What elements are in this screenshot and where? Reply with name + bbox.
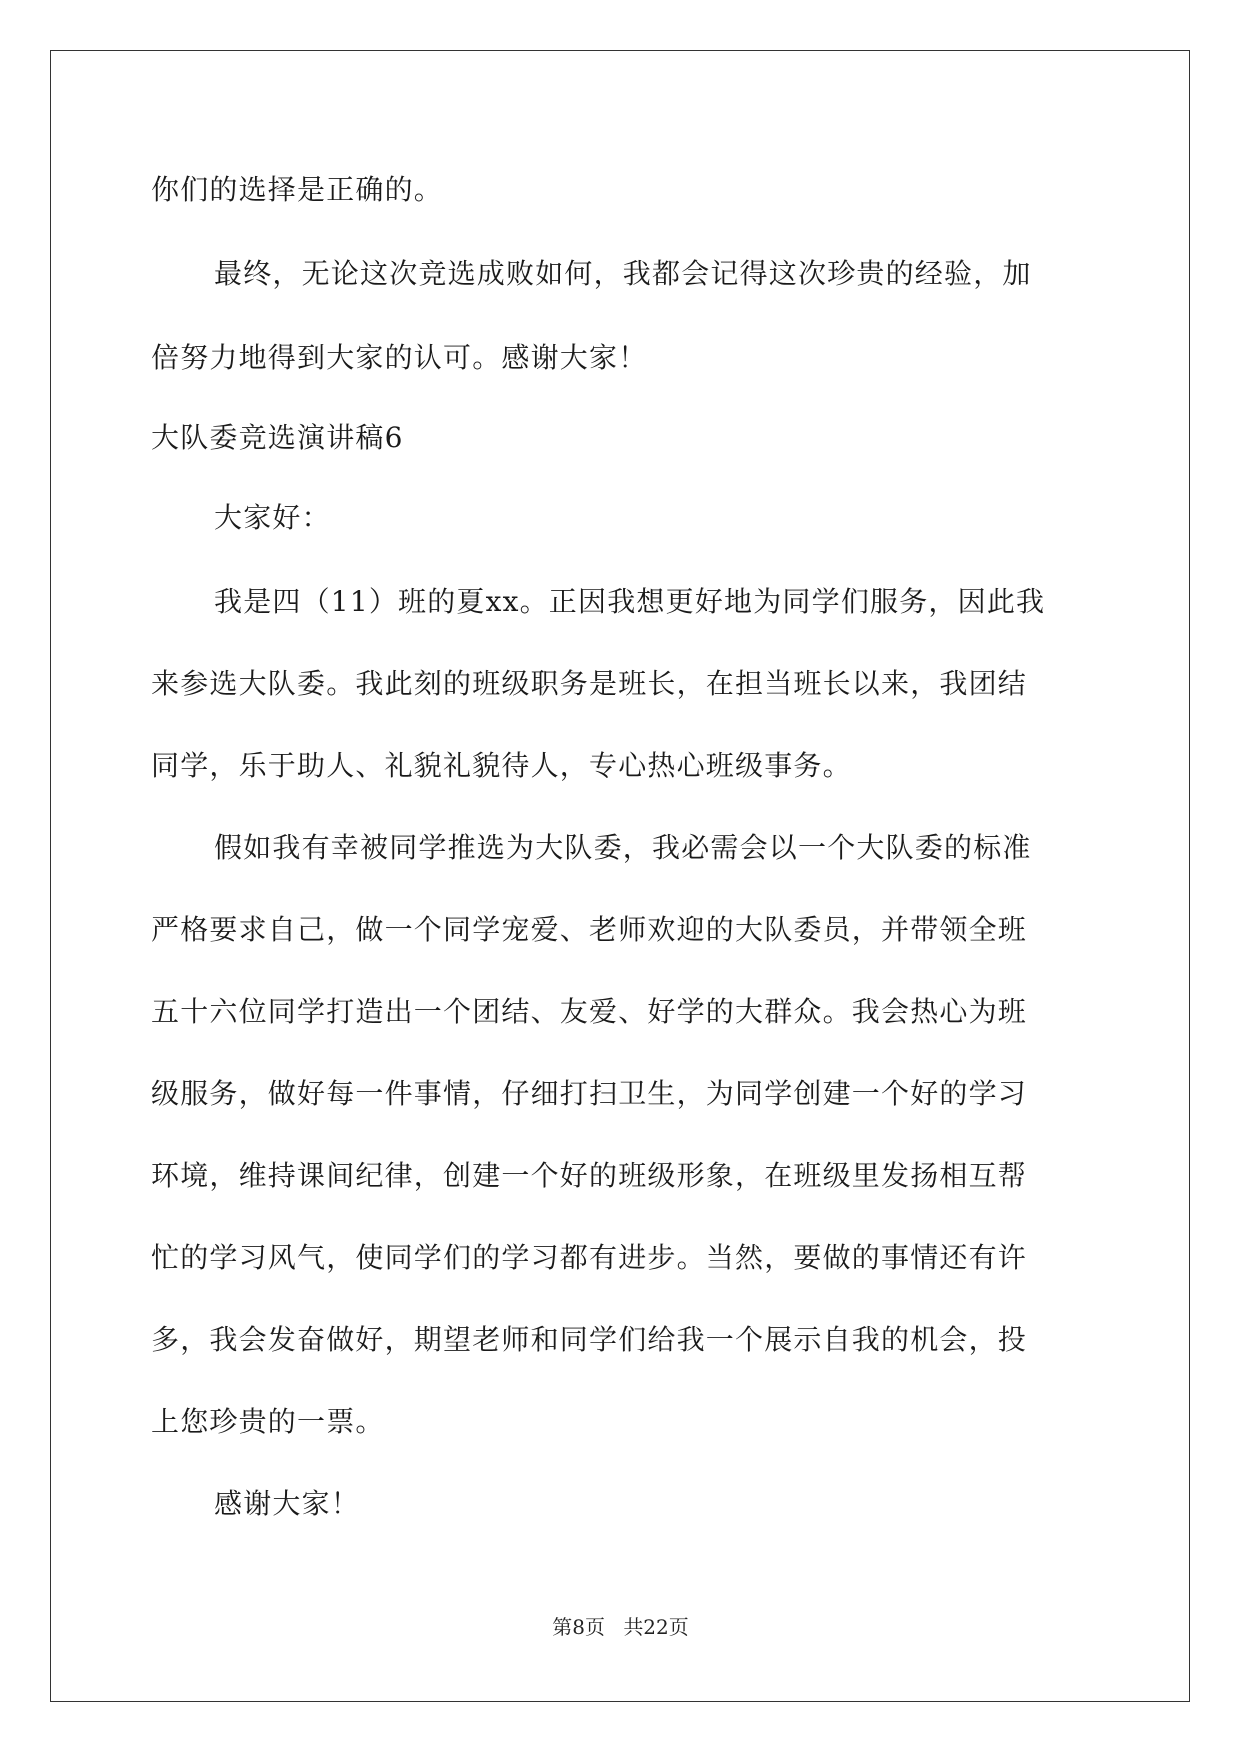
text-line: 最终，无论这次竞选成败如何，我都会记得这次珍贵的经验，加 bbox=[214, 257, 1032, 290]
text-line: 感谢大家！ bbox=[214, 1487, 361, 1520]
text-line: 多，我会发奋做好，期望老师和同学们给我一个展示自我的机会，投 bbox=[151, 1323, 1028, 1356]
text-line: 假如我有幸被同学推选为大队委，我必需会以一个大队委的标准 bbox=[214, 831, 1032, 864]
page-total: 共22页 bbox=[623, 1615, 689, 1639]
text-line: 五十六位同学打造出一个团结、友爱、好学的大群众。我会热心为班 bbox=[151, 995, 1028, 1028]
text-line: 忙的学习风气，使同学们的学习都有进步。当然，要做的事情还有许 bbox=[151, 1241, 1028, 1274]
text-line: 严格要求自己，做一个同学宠爱、老师欢迎的大队委员，并带领全班 bbox=[151, 913, 1028, 946]
text-line: 大家好： bbox=[214, 501, 331, 534]
page-footer bbox=[0, 1612, 1241, 1642]
text-line: 同学，乐于助人、礼貌礼貌待人，专心热心班级事务。 bbox=[151, 749, 852, 782]
text-line: 倍努力地得到大家的认可。感谢大家！ bbox=[151, 341, 648, 374]
page-border bbox=[50, 50, 1190, 1702]
page-number: 第8页 bbox=[552, 1615, 605, 1639]
text-line: 我是四（11）班的夏xx。正因我想更好地为同学们服务，因此我 bbox=[214, 585, 1046, 618]
text-line: 环境，维持课间纪律，创建一个好的班级形象，在班级里发扬相互帮 bbox=[151, 1159, 1028, 1192]
text-line: 来参选大队委。我此刻的班级职务是班长，在担当班长以来，我团结 bbox=[151, 667, 1028, 700]
text-line: 你们的选择是正确的。 bbox=[151, 173, 444, 206]
text-line: 上您珍贵的一票。 bbox=[151, 1405, 385, 1438]
section-heading: 大队委竞选演讲稿6 bbox=[151, 421, 404, 454]
text-line: 级服务，做好每一件事情，仔细打扫卫生，为同学创建一个好的学习 bbox=[151, 1077, 1028, 1110]
